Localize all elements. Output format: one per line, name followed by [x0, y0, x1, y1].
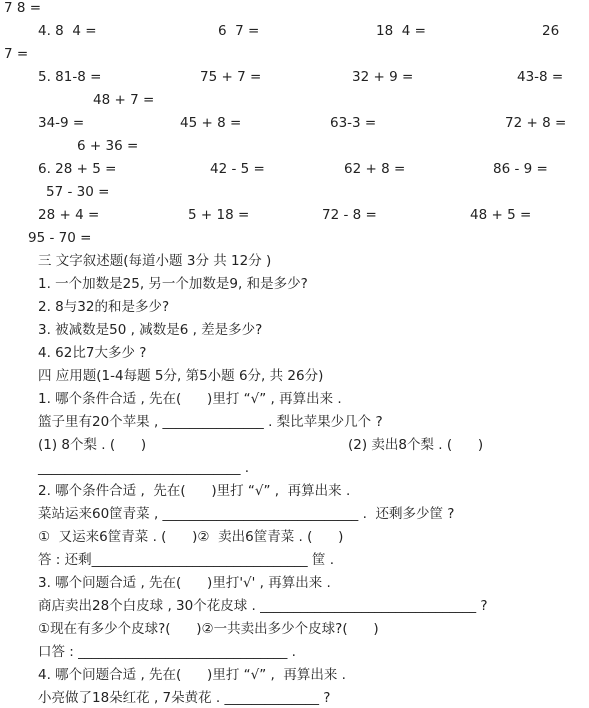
question-3: 3. 被减数是50 , 减数是6 , 差是多少?: [38, 322, 263, 338]
arith-item: 86 - 9 =: [493, 161, 548, 177]
problem-1-option-2: (2) 卖出8个梨 . ( ): [348, 437, 484, 453]
arith-item: 42 - 5 =: [210, 161, 265, 177]
question-1: 1. 一个加数是25, 另一个加数是9, 和是多少?: [38, 276, 308, 292]
problem-1-option-1: (1) 8个梨 . ( ): [38, 437, 147, 453]
arith-item: 62 + 8 =: [344, 161, 406, 177]
problem-1-answer-line: ______________________________ .: [38, 460, 250, 476]
arith-item: 63-3 =: [330, 115, 377, 131]
arith-item: 75 + 7 =: [200, 69, 262, 85]
arith-item: 72 + 8 =: [505, 115, 567, 131]
arith-item: 48 + 7 =: [93, 92, 155, 108]
problem-1-text: 篮子里有20个苹果 , _______________ . 梨比苹果少几个 ?: [38, 414, 383, 430]
arith-item: 6. 28 + 5 =: [38, 161, 117, 177]
problem-4-text: 小亮做了18朵红花 , 7朵黄花 . ______________ ?: [38, 690, 331, 706]
question-2: 2. 8与32的和是多少?: [38, 299, 170, 315]
problem-3-answer-line: 口答 : _______________________________ .: [38, 644, 296, 660]
arith-item: 18 4 =: [376, 23, 426, 39]
problem-2-prompt: 2. 哪个条件合适 , 先在( )里打 “√” , 再算出来 .: [38, 483, 351, 499]
arith-item: 6 7 =: [218, 23, 260, 39]
section-title: 三 文字叙述题(每道小题 3分 共 12分 ): [38, 253, 272, 269]
arith-item: 5. 81-8 =: [38, 69, 102, 85]
arith-item: 4. 8 4 =: [38, 23, 97, 39]
arith-item: 7 8 =: [4, 0, 42, 16]
problem-2-answer-line: 答 : 还剩________________________________ 筐 .: [38, 552, 335, 568]
section-title: 四 应用题(1-4每题 5分, 第5小题 6分, 共 26分): [38, 368, 324, 384]
problem-1-prompt: 1. 哪个条件合适 , 先在( )里打 “√” , 再算出来 .: [38, 391, 342, 407]
arith-item: 34-9 =: [38, 115, 85, 131]
arith-item: 28 + 4 =: [38, 207, 100, 223]
problem-2-options: ① 又运来6筐青菜 . ( )② 卖出6筐青菜 . ( ): [38, 529, 344, 545]
problem-3-text: 商店卖出28个白皮球 , 30个花皮球 . ________________________________ ?: [38, 598, 488, 614]
arith-item: 43-8 =: [517, 69, 564, 85]
arith-item: 26: [542, 23, 560, 39]
arith-item: 48 + 5 =: [470, 207, 532, 223]
problem-2-text: 菜站运来60筐青菜 , _____________________________ . 还剩多少筐 ?: [38, 506, 455, 522]
arith-item: 45 + 8 =: [180, 115, 242, 131]
arith-item: 57 - 30 =: [46, 184, 110, 200]
arith-item: 5 + 18 =: [188, 207, 250, 223]
problem-3-prompt: 3. 哪个问题合适 , 先在( )里打'√' , 再算出来 .: [38, 575, 331, 591]
arith-item: 6 + 36 =: [77, 138, 139, 154]
arith-item: 7 =: [4, 46, 29, 62]
arith-item: 32 + 9 =: [352, 69, 414, 85]
problem-4-prompt: 4. 哪个问题合适 , 先在( )里打 “√” , 再算出来 .: [38, 667, 346, 683]
problem-3-options: ①现在有多少个皮球?( )②一共卖出多少个皮球?( ): [38, 621, 379, 637]
arith-item: 95 - 70 =: [28, 230, 92, 246]
arith-item: 72 - 8 =: [322, 207, 377, 223]
question-4: 4. 62比7大多少 ?: [38, 345, 147, 361]
